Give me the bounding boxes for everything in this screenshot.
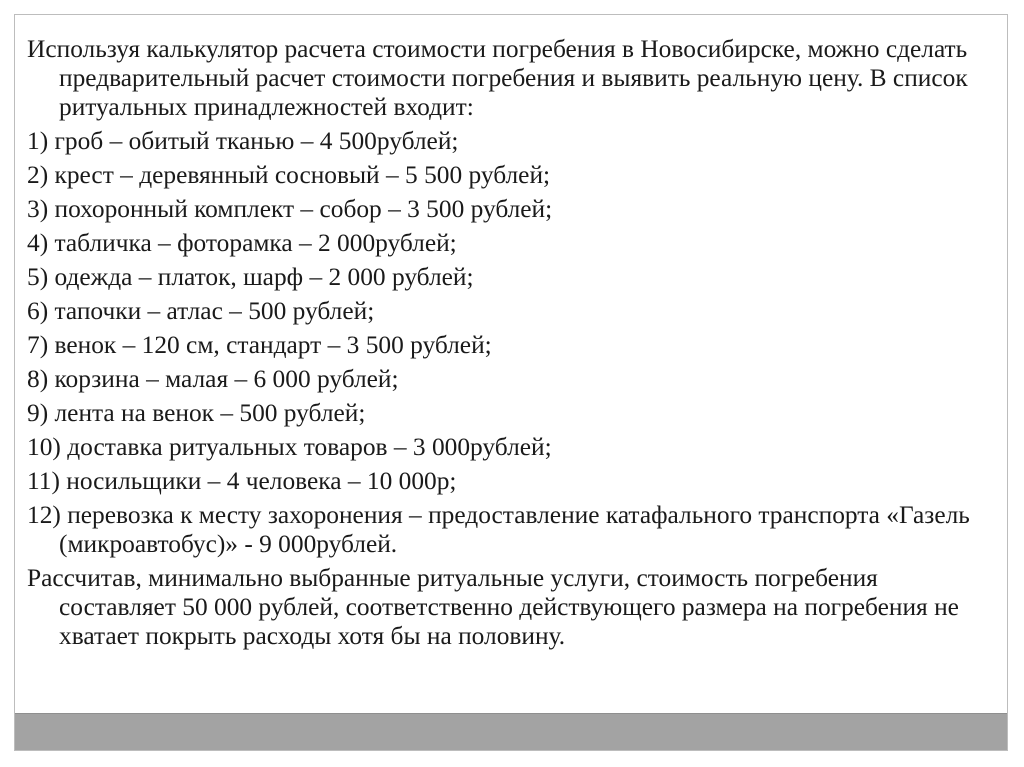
- list-item: 6) тапочки – атлас – 500 рублей;: [27, 297, 375, 325]
- slide: [14, 14, 1008, 751]
- items-list: [27, 127, 997, 559]
- conclusion-paragraph: Рассчитав, минимально выбранные ритуальные услуги, стоимость погребения составляет 50 000 рублей, соответственно действующего размера на погребения не хватает покрыть расходы хотя бы на половину.: [27, 564, 959, 650]
- list-item: 11) носильщики – 4 человека – 10 000р;: [27, 467, 457, 495]
- list-item: 7) венок – 120 см, стандарт – 3 500 рублей;: [27, 331, 492, 359]
- footer-bar: [15, 713, 1007, 750]
- slide-content: [27, 35, 997, 656]
- list-item: 8) корзина – малая – 6 000 рублей;: [27, 365, 399, 393]
- list-item: 1) гроб – обитый тканью – 4 500рублей;: [27, 127, 459, 155]
- list-item: 9) лента на венок – 500 рублей;: [27, 399, 366, 427]
- list-item: 2) крест – деревянный сосновый – 5 500 рублей;: [27, 161, 551, 189]
- list-item: 3) похоронный комплект – собор – 3 500 рублей;: [27, 195, 553, 223]
- list-item: 4) табличка – фоторамка – 2 000рублей;: [27, 229, 457, 257]
- intro-paragraph: Используя калькулятор расчета стоимости погребения в Новосибирске, можно сделать предварительный расчет стоимости погребения и выявить реальную цену. В список ритуальных принадлежностей входит:: [27, 35, 968, 121]
- list-item: 12) перевозка к месту захоронения – предоставление катафального транспорта «Газель (микроавтобус)» - 9 000рублей.: [27, 501, 970, 558]
- list-item: 10) доставка ритуальных товаров – 3 000рублей;: [27, 433, 552, 461]
- list-item: 5) одежда – платок, шарф – 2 000 рублей;: [27, 263, 474, 291]
